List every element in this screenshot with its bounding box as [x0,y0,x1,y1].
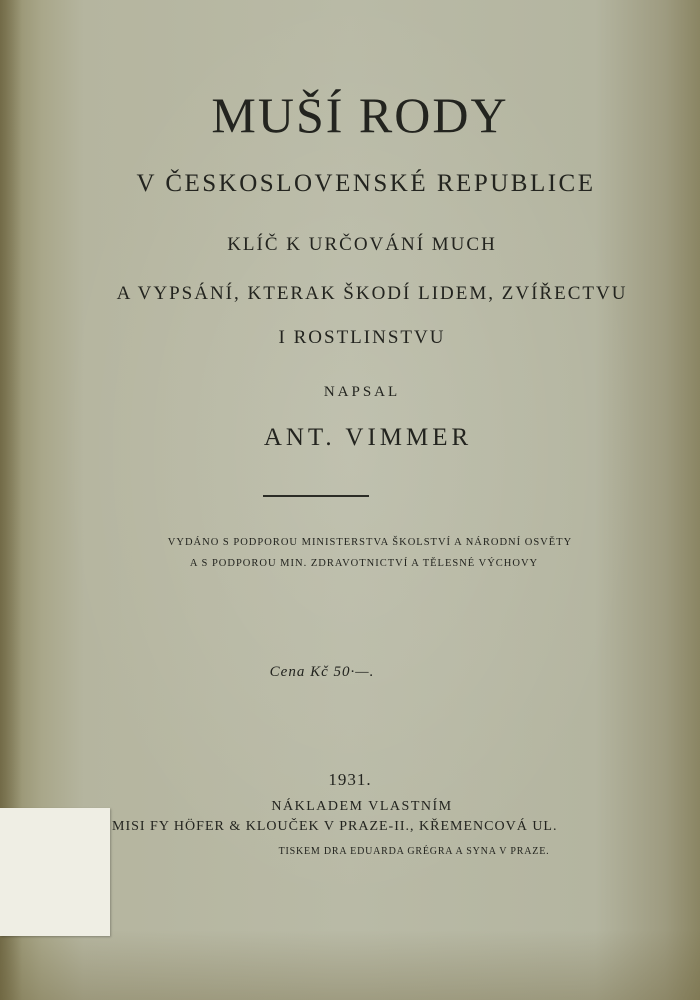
book-title: MUŠÍ RODY [211,87,509,143]
distributor-line: MISI FY HÖFER & KLOUČEK V PRAZE-II., KŘEMENCOVÁ UL. [112,819,558,834]
printer-line: TISKEM DRA EDUARDA GRÉGRA A SYNA V PRAZE. [278,846,550,857]
book-subtitle: V ČESKOSLOVENSKÉ REPUBLICE [136,170,596,197]
author-name: ANT. VIMMER [263,424,473,451]
page-bottom-shadow [0,930,700,1000]
byline-label: NAPSAL [323,384,401,400]
support-note-line-1: VYDÁNO S PODPOROU MINISTERSTVA ŠKOLSTVÍ A NÁRODNÍ OSVĚTY [167,537,573,548]
publisher-line: NÁKLADEM VLASTNÍM [271,799,453,814]
price-label: Cena Kč 50·—. [269,664,375,680]
support-note-line-2: A S PODPOROU MIN. ZDRAVOTNICTVÍ A TĚLESNÉ VÝCHOVY [189,558,539,569]
divider-rule [263,495,369,497]
description-line-2: A VYPSÁNÍ, KTERAK ŠKODÍ LIDEM, ZVÍŘECTVU [116,283,628,304]
library-sticker [0,808,110,936]
publication-year: 1931. [328,770,372,789]
description-line-1: KLÍČ K URČOVÁNÍ MUCH [227,234,497,255]
description-line-3: I ROSTLINSTVU [278,327,446,348]
